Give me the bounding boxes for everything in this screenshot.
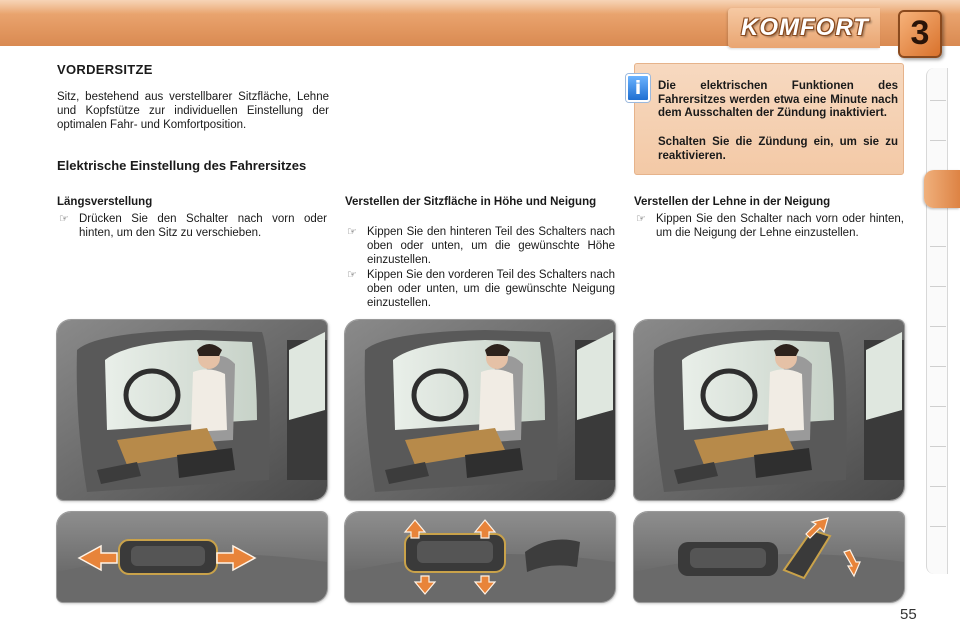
info-text-secondary: Schalten Sie die Zündung ein, um sie zu reaktivieren. bbox=[658, 136, 898, 162]
column-title-hoehe-neigung: Verstellen der Sitzfläche in Höhe und Neigung bbox=[345, 196, 597, 208]
index-notch bbox=[930, 326, 946, 327]
chapter-title: KOMFORT bbox=[741, 14, 869, 41]
illustration-driver-seat-3 bbox=[634, 320, 904, 500]
instruction-step bbox=[345, 225, 615, 267]
column-title-lehne-neigung: Verstellen der Lehne in der Neigung bbox=[634, 196, 831, 208]
instruction-text: Kippen Sie den Schalter nach vorn oder hinten, um die Neigung der Lehne einzustellen. bbox=[656, 213, 904, 239]
index-notch bbox=[930, 486, 946, 487]
index-notch bbox=[930, 406, 946, 407]
instruction-text: Drücken Sie den Schalter nach vorn oder hinten, um den Sitz zu verschieben. bbox=[79, 213, 327, 239]
subsection-title: Elektrische Einstellung des Fahrersitzes bbox=[57, 158, 307, 173]
chapter-index-rail bbox=[926, 68, 948, 574]
instruction-text: Kippen Sie den vorderen Teil des Schalters nach oben oder unten, um die gewünschte Neigung einzustellen. bbox=[367, 269, 615, 309]
info-text-primary: Die elektrischen Funktionen des Fahrersitzes werden etwa eine Minute nach dem Ausschalten der Zündung inaktiviert. bbox=[658, 80, 898, 119]
hand-pointer-icon: ☞ bbox=[59, 213, 69, 225]
section-intro: Sitz, bestehend aus verstellbarer Sitzfläche, Lehne und Kopfstütze zur individuellen Einstellung der optimalen Fahr- und Komfortposition. bbox=[57, 91, 329, 131]
section-title: VORDERSITZE bbox=[57, 62, 153, 77]
chapter-index-tab-active[interactable] bbox=[924, 170, 960, 208]
illustration-switch-backrest bbox=[634, 512, 904, 602]
info-icon: i bbox=[626, 74, 650, 102]
illustration-driver-seat-1 bbox=[57, 320, 327, 500]
hand-pointer-icon: ☞ bbox=[347, 269, 357, 281]
instruction-step bbox=[345, 268, 615, 310]
hand-pointer-icon: ☞ bbox=[636, 213, 646, 225]
illustration-switch-height-tilt bbox=[345, 512, 615, 602]
chapter-badge bbox=[898, 10, 942, 58]
illustration-driver-seat-2 bbox=[345, 320, 615, 500]
index-notch bbox=[930, 140, 946, 141]
index-notch bbox=[930, 246, 946, 247]
instruction-step bbox=[57, 212, 327, 240]
column-title-laengsverstellung: Längsverstellung bbox=[57, 196, 153, 208]
index-notch bbox=[930, 100, 946, 101]
index-notch bbox=[930, 446, 946, 447]
index-notch bbox=[930, 526, 946, 527]
hand-pointer-icon: ☞ bbox=[347, 226, 357, 238]
chapter-number: 3 bbox=[910, 14, 930, 52]
instruction-step bbox=[634, 212, 904, 240]
illustration-switch-fore-aft bbox=[57, 512, 327, 602]
index-notch bbox=[930, 286, 946, 287]
index-notch bbox=[930, 366, 946, 367]
page-number: 55 bbox=[900, 606, 917, 623]
instruction-text: Kippen Sie den hinteren Teil des Schalters nach oben oder unten, um die gewünschte Höhe einzustellen. bbox=[367, 226, 615, 266]
